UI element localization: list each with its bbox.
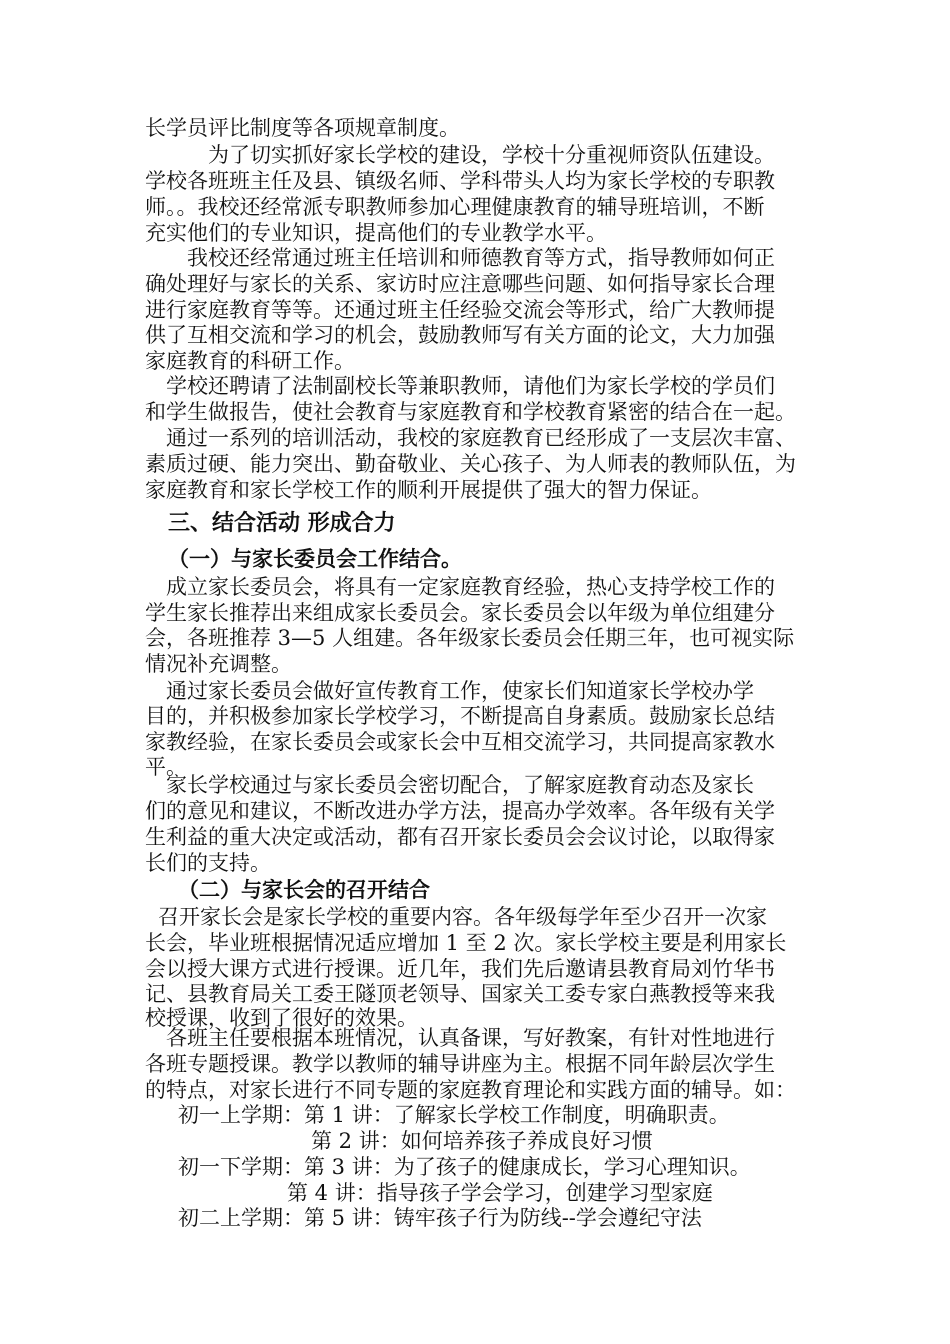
text-line: 会，各班推荐 3—5 人组建。各年级家长委员会任期三年，也可视实际 [145, 626, 795, 650]
text-line: 通过一系列的培训活动，我校的家庭教育已经形成了一支层次丰富、 [145, 426, 796, 450]
text-line: 通过家长委员会做好宣传教育工作，使家长们知道家长学校办学 [145, 679, 754, 703]
text-line: 和学生做报告，使社会教育与家庭教育和学校教育紧密的结合在一起。 [145, 400, 796, 424]
section-heading: 三、结合活动 形成合力 [168, 511, 396, 536]
text-line: 各班专题授课。教学以教师的辅导讲座为主。根据不同年龄层次学生 [145, 1052, 775, 1076]
text-line: 家庭教育和家长学校工作的顺利开展提供了强大的智力保证。 [145, 478, 712, 502]
text-line: 供了互相交流和学习的机会，鼓励教师写有关方面的论文，大力加强 [145, 323, 775, 347]
text-line: 素质过硬、能力突出、勤奋敬业、关心孩子、为人师表的教师队伍，为 [145, 452, 796, 476]
text-line: 家庭教育的科研工作。 [145, 349, 355, 373]
text-line: 记、县教育局关工委王隧顶老领导、国家关工委专家白燕教授等来我 [145, 982, 775, 1006]
text-line: 学校还聘请了法制副校长等兼职教师，请他们为家长学校的学员们 [145, 374, 775, 398]
subsection-heading: （一）与家长委员会工作结合。 [168, 547, 462, 571]
text-line: 我校还经常通过班主任培训和师德教育等方式，指导教师如何正 [145, 246, 775, 270]
lecture-line: 第 2 讲：如何培养孩子养成良好习惯 [311, 1129, 653, 1153]
lecture-line: 初一上学期：第 1 讲：了解家长学校工作制度，明确职责。 [178, 1103, 730, 1127]
text-line: 生利益的重大决定或活动，都有召开家长委员会会议讨论，以取得家 [145, 825, 775, 849]
text-line: 成立家长委员会，将具有一定家庭教育经验，热心支持学校工作的 [145, 575, 775, 599]
text-line: 长学员评比制度等各项规章制度。 [145, 116, 460, 140]
text-line: 确处理好与家长的关系、家访时应注意哪些问题、如何指导家长合理 [145, 272, 775, 296]
lecture-line: 初一下学期：第 3 讲：为了孩子的健康成长，学习心理知识。 [178, 1155, 751, 1179]
text-line: 长们的支持。 [145, 851, 271, 875]
lecture-line: 第 4 讲：指导孩子学会学习，创建学习型家庭 [287, 1181, 713, 1205]
text-line: 平。 [145, 755, 187, 779]
text-line: 会以授大课方式进行授课。近几年，我们先后邀请县教育局刘竹华书 [145, 957, 775, 981]
text-line: 们的意见和建议，不断改进办学方法，提高办学效率。各年级有关学 [145, 799, 775, 823]
text-line: 目的，并积极参加家长学校学习，不断提高自身素质。鼓励家长总结 [145, 704, 775, 728]
subsection-heading: （二）与家长会的召开结合 [178, 878, 430, 902]
text-line: 长会，毕业班根据情况适应增加 1 至 2 次。家长学校主要是利用家长 [145, 931, 787, 955]
text-line: 召开家长会是家长学校的重要内容。各年级每学年至少召开一次家 [158, 905, 767, 929]
text-line: 师。。我校还经常派专职教师参加心理健康教育的辅导班培训，不断 [145, 195, 765, 219]
text-line: 校授课，收到了很好的效果。 [145, 1006, 418, 1030]
text-line: 学校各班班主任及县、镇级名师、学科带头人均为家长学校的专职教 [145, 169, 775, 193]
text-line: 的特点，对家长进行不同专题的家庭教育理论和实践方面的辅导。如： [145, 1078, 796, 1102]
text-line: 充实他们的专业知识，提高他们的专业教学水平。 [145, 221, 607, 245]
text-line: 情况补充调整。 [145, 652, 292, 676]
text-line: 为了切实抓好家长学校的建设，学校十分重视师资队伍建设。 [145, 143, 775, 167]
text-line: 家教经验，在家长委员会或家长会中互相交流学习，共同提高家教水 [145, 730, 775, 754]
text-line: 家长学校通过与家长委员会密切配合，了解家庭教育动态及家长 [145, 773, 754, 797]
text-line: 各班主任要根据本班情况，认真备课，写好教案，有针对性地进行 [145, 1026, 775, 1050]
lecture-line: 初二上学期：第 5 讲：铸牢孩子行为防线--学会遵纪守法 [178, 1206, 702, 1230]
text-line: 学生家长推荐出来组成家长委员会。家长委员会以年级为单位组建分 [145, 601, 775, 625]
text-line: 进行家庭教育等等。还通过班主任经验交流会等形式，给广大教师提 [145, 298, 775, 322]
